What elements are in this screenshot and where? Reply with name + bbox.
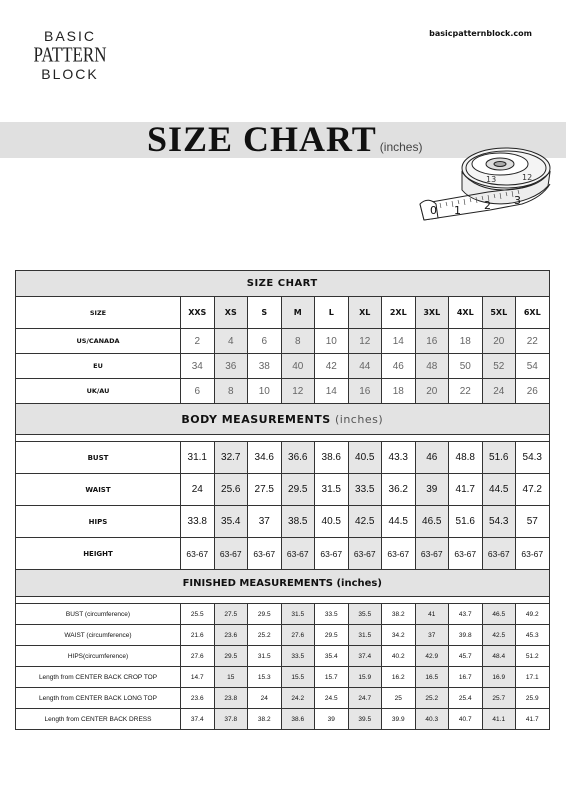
- table-cell: 25.6: [214, 474, 248, 506]
- table-cell: 47.2: [516, 474, 550, 506]
- table-cell: 40.3: [415, 709, 449, 730]
- table-cell: 34: [181, 354, 215, 379]
- table-cell: 16: [348, 379, 382, 404]
- table-cell: 12: [281, 379, 315, 404]
- table-cell: 63-67: [281, 538, 315, 570]
- table-cell: 27.6: [181, 646, 215, 667]
- row-label: Length from CENTER BACK CROP TOP: [16, 667, 181, 688]
- table-cell: 38.5: [281, 506, 315, 538]
- table-cell: 40.7: [449, 709, 483, 730]
- table-cell: 42.5: [348, 506, 382, 538]
- svg-text:0: 0: [430, 204, 437, 217]
- table-cell: 20: [415, 379, 449, 404]
- size-chart-section-header: [16, 271, 550, 297]
- table-cell: 49.2: [516, 604, 550, 625]
- size-header-cell: 6XL: [516, 297, 550, 329]
- row-label: WAIST (circumference): [16, 625, 181, 646]
- table-cell: 14: [315, 379, 349, 404]
- table-cell: 63-67: [348, 538, 382, 570]
- table-cell: 27.5: [214, 604, 248, 625]
- table-cell: 26: [516, 379, 550, 404]
- size-header-cell: XXS: [181, 297, 215, 329]
- table-cell: 14: [382, 329, 416, 354]
- row-label: HEIGHT: [16, 538, 181, 570]
- table-cell: 63-67: [181, 538, 215, 570]
- table-cell: 54: [516, 354, 550, 379]
- table-cell: 12: [348, 329, 382, 354]
- spacer-cell: [16, 435, 550, 442]
- table-cell: 23.6: [214, 625, 248, 646]
- table-cell: 31.5: [315, 474, 349, 506]
- page-title-unit: (inches): [379, 140, 423, 154]
- table-cell: 37.4: [348, 646, 382, 667]
- table-cell: 50: [449, 354, 483, 379]
- table-cell: 16: [415, 329, 449, 354]
- table-cell: 15.3: [248, 667, 282, 688]
- website-link[interactable]: basicpatternblock.com: [429, 29, 532, 38]
- table-cell: 38.2: [382, 604, 416, 625]
- table-cell: 23.6: [181, 688, 215, 709]
- table-cell: 29.5: [248, 604, 282, 625]
- table-cell: 41.1: [482, 709, 516, 730]
- table-cell: 15.5: [281, 667, 315, 688]
- spacer-row: [16, 435, 550, 442]
- table-cell: 45.3: [516, 625, 550, 646]
- table-cell: 10: [315, 329, 349, 354]
- finished-row-long-top-length: [16, 688, 550, 709]
- finished-row-waist: [16, 625, 550, 646]
- table-cell: 24: [181, 474, 215, 506]
- table-cell: 41: [415, 604, 449, 625]
- table-cell: 24.2: [281, 688, 315, 709]
- svg-text:3: 3: [514, 194, 521, 207]
- table-cell: 16.9: [482, 667, 516, 688]
- table-cell: 39.8: [449, 625, 483, 646]
- table-cell: 46: [382, 354, 416, 379]
- table-cell: 35.4: [214, 506, 248, 538]
- size-header-cell: XL: [348, 297, 382, 329]
- row-label: Length from CENTER BACK DRESS: [16, 709, 181, 730]
- size-header-cell: S: [248, 297, 282, 329]
- table-cell: 38.6: [281, 709, 315, 730]
- size-chart-title: SIZE CHART: [16, 271, 550, 297]
- table-cell: 41.7: [449, 474, 483, 506]
- row-label: Length from CENTER BACK LONG TOP: [16, 688, 181, 709]
- table-cell: 46.5: [482, 604, 516, 625]
- body-measurements-section-header: [16, 404, 550, 435]
- table-cell: 42.5: [482, 625, 516, 646]
- size-header-cell: XS: [214, 297, 248, 329]
- table-cell: 18: [382, 379, 416, 404]
- body-row-height: [16, 538, 550, 570]
- table-cell: 63-67: [516, 538, 550, 570]
- table-cell: 22: [516, 329, 550, 354]
- table-cell: 48.8: [449, 442, 483, 474]
- table-cell: 48.4: [482, 646, 516, 667]
- table-cell: 52: [482, 354, 516, 379]
- table-cell: 8: [214, 379, 248, 404]
- row-label: BUST (circumference): [16, 604, 181, 625]
- body-row-bust: [16, 442, 550, 474]
- row-label: HIPS: [16, 506, 181, 538]
- table-cell: 39: [415, 474, 449, 506]
- size-header-cell: 4XL: [449, 297, 483, 329]
- table-cell: 63-67: [214, 538, 248, 570]
- table-cell: 15.7: [315, 667, 349, 688]
- table-cell: 42: [315, 354, 349, 379]
- logo-line-pattern: PATTERN: [33, 42, 107, 67]
- table-cell: 8: [281, 329, 315, 354]
- table-cell: 38.2: [248, 709, 282, 730]
- finished-row-dress-length: [16, 709, 550, 730]
- table-cell: 31.5: [281, 604, 315, 625]
- table-cell: 63-67: [315, 538, 349, 570]
- table-cell: 40.5: [315, 506, 349, 538]
- table-cell: 63-67: [382, 538, 416, 570]
- table-cell: 29.5: [281, 474, 315, 506]
- table-cell: 37: [248, 506, 282, 538]
- table-cell: 24: [482, 379, 516, 404]
- table-cell: 33.5: [315, 604, 349, 625]
- row-label: UK/AU: [16, 379, 181, 404]
- table-cell: 44: [348, 354, 382, 379]
- table-cell: 15: [214, 667, 248, 688]
- table-cell: 6: [181, 379, 215, 404]
- table-cell: 57: [516, 506, 550, 538]
- size-row-uk-au: [16, 379, 550, 404]
- logo-line-basic: BASIC: [43, 28, 96, 44]
- table-cell: 35.4: [315, 646, 349, 667]
- table-cell: 40.5: [348, 442, 382, 474]
- table-cell: 16.2: [382, 667, 416, 688]
- svg-text:1: 1: [454, 204, 461, 217]
- table-cell: 15.9: [348, 667, 382, 688]
- size-header-cell: 5XL: [482, 297, 516, 329]
- table-cell: 63-67: [449, 538, 483, 570]
- table-cell: 17.1: [516, 667, 550, 688]
- table-cell: 43.7: [449, 604, 483, 625]
- table-cell: 35.5: [348, 604, 382, 625]
- table-cell: 33.8: [181, 506, 215, 538]
- finished-measurements-section-header: [16, 570, 550, 597]
- row-label: HIPS(circumference): [16, 646, 181, 667]
- table-cell: 25.5: [181, 604, 215, 625]
- svg-text:2: 2: [484, 199, 491, 212]
- table-cell: 37: [415, 625, 449, 646]
- table-cell: 20: [482, 329, 516, 354]
- brand-logo: [30, 28, 110, 82]
- table-cell: 44.5: [382, 506, 416, 538]
- size-header-cell: 3XL: [415, 297, 449, 329]
- table-cell: 51.6: [482, 442, 516, 474]
- table-cell: 39.5: [348, 709, 382, 730]
- table-cell: 39: [315, 709, 349, 730]
- table-cell: 41.7: [516, 709, 550, 730]
- table-cell: 48: [415, 354, 449, 379]
- svg-text:13: 13: [486, 175, 497, 184]
- table-cell: 39.9: [382, 709, 416, 730]
- table-cell: 54.3: [516, 442, 550, 474]
- table-cell: 31.5: [348, 625, 382, 646]
- table-cell: 29.5: [315, 625, 349, 646]
- table-cell: 2: [181, 329, 215, 354]
- table-cell: 37.4: [181, 709, 215, 730]
- table-cell: 43.3: [382, 442, 416, 474]
- table-cell: 22: [449, 379, 483, 404]
- row-label: US/CANADA: [16, 329, 181, 354]
- table-cell: 33.5: [281, 646, 315, 667]
- table-cell: 42.9: [415, 646, 449, 667]
- table-cell: 29.5: [214, 646, 248, 667]
- table-cell: 25.2: [415, 688, 449, 709]
- table-cell: 40.2: [382, 646, 416, 667]
- size-header-cell: M: [281, 297, 315, 329]
- table-cell: 16.5: [415, 667, 449, 688]
- finished-row-bust: [16, 604, 550, 625]
- size-header-cell: L: [315, 297, 349, 329]
- row-label: EU: [16, 354, 181, 379]
- page-title-text: SIZE CHART: [147, 119, 377, 159]
- table-cell: 54.3: [482, 506, 516, 538]
- page-title: [147, 118, 422, 160]
- body-measurements-unit: (inches): [334, 412, 384, 426]
- spacer-cell: [16, 597, 550, 604]
- table-cell: 34.2: [382, 625, 416, 646]
- table-cell: 14.7: [181, 667, 215, 688]
- table-cell: 46.5: [415, 506, 449, 538]
- table-cell: 46: [415, 442, 449, 474]
- table-cell: 32.7: [214, 442, 248, 474]
- table-cell: 37.8: [214, 709, 248, 730]
- table-cell: 23.8: [214, 688, 248, 709]
- table-cell: 33.5: [348, 474, 382, 506]
- table-cell: 51.6: [449, 506, 483, 538]
- table-cell: 63-67: [415, 538, 449, 570]
- table-cell: 24.5: [315, 688, 349, 709]
- spacer-row: [16, 597, 550, 604]
- finished-row-hips: [16, 646, 550, 667]
- table-cell: 18: [449, 329, 483, 354]
- table-cell: 25.4: [449, 688, 483, 709]
- size-header-cell: 2XL: [382, 297, 416, 329]
- row-label: WAIST: [16, 474, 181, 506]
- table-cell: 31.1: [181, 442, 215, 474]
- table-cell: 27.5: [248, 474, 282, 506]
- table-cell: 51.2: [516, 646, 550, 667]
- body-row-waist: [16, 474, 550, 506]
- body-measurements-title-cell: [16, 404, 550, 435]
- table-cell: 38: [248, 354, 282, 379]
- table-cell: 25: [382, 688, 416, 709]
- table-cell: 36.6: [281, 442, 315, 474]
- table-cell: 36.2: [382, 474, 416, 506]
- size-row-us-canada: [16, 329, 550, 354]
- table-cell: 63-67: [248, 538, 282, 570]
- table-cell: 27.6: [281, 625, 315, 646]
- table-cell: 36: [214, 354, 248, 379]
- table-cell: 10: [248, 379, 282, 404]
- table-cell: 4: [214, 329, 248, 354]
- table-cell: 24.7: [348, 688, 382, 709]
- size-header-row: [16, 297, 550, 329]
- table-cell: 21.6: [181, 625, 215, 646]
- logo-line-block: BLOCK: [41, 66, 99, 82]
- table-cell: 6: [248, 329, 282, 354]
- finished-row-crop-top-length: [16, 667, 550, 688]
- size-chart-table: [15, 270, 550, 730]
- row-label: BUST: [16, 442, 181, 474]
- table-cell: 38.6: [315, 442, 349, 474]
- measuring-tape-icon: [418, 138, 552, 226]
- table-cell: 34.6: [248, 442, 282, 474]
- table-cell: 16.7: [449, 667, 483, 688]
- table-cell: 25.9: [516, 688, 550, 709]
- size-row-eu: [16, 354, 550, 379]
- table-cell: 44.5: [482, 474, 516, 506]
- table-cell: 25.2: [248, 625, 282, 646]
- table-cell: 45.7: [449, 646, 483, 667]
- finished-measurements-title: FINISHED MEASUREMENTS (inches): [16, 570, 550, 597]
- table-cell: 24: [248, 688, 282, 709]
- table-cell: 25.7: [482, 688, 516, 709]
- table-cell: 31.5: [248, 646, 282, 667]
- svg-text:12: 12: [522, 173, 533, 182]
- size-label: SIZE: [16, 297, 181, 329]
- table-cell: 40: [281, 354, 315, 379]
- table-cell: 63-67: [482, 538, 516, 570]
- body-row-hips: [16, 506, 550, 538]
- body-measurements-title: BODY MEASUREMENTS: [181, 412, 331, 426]
